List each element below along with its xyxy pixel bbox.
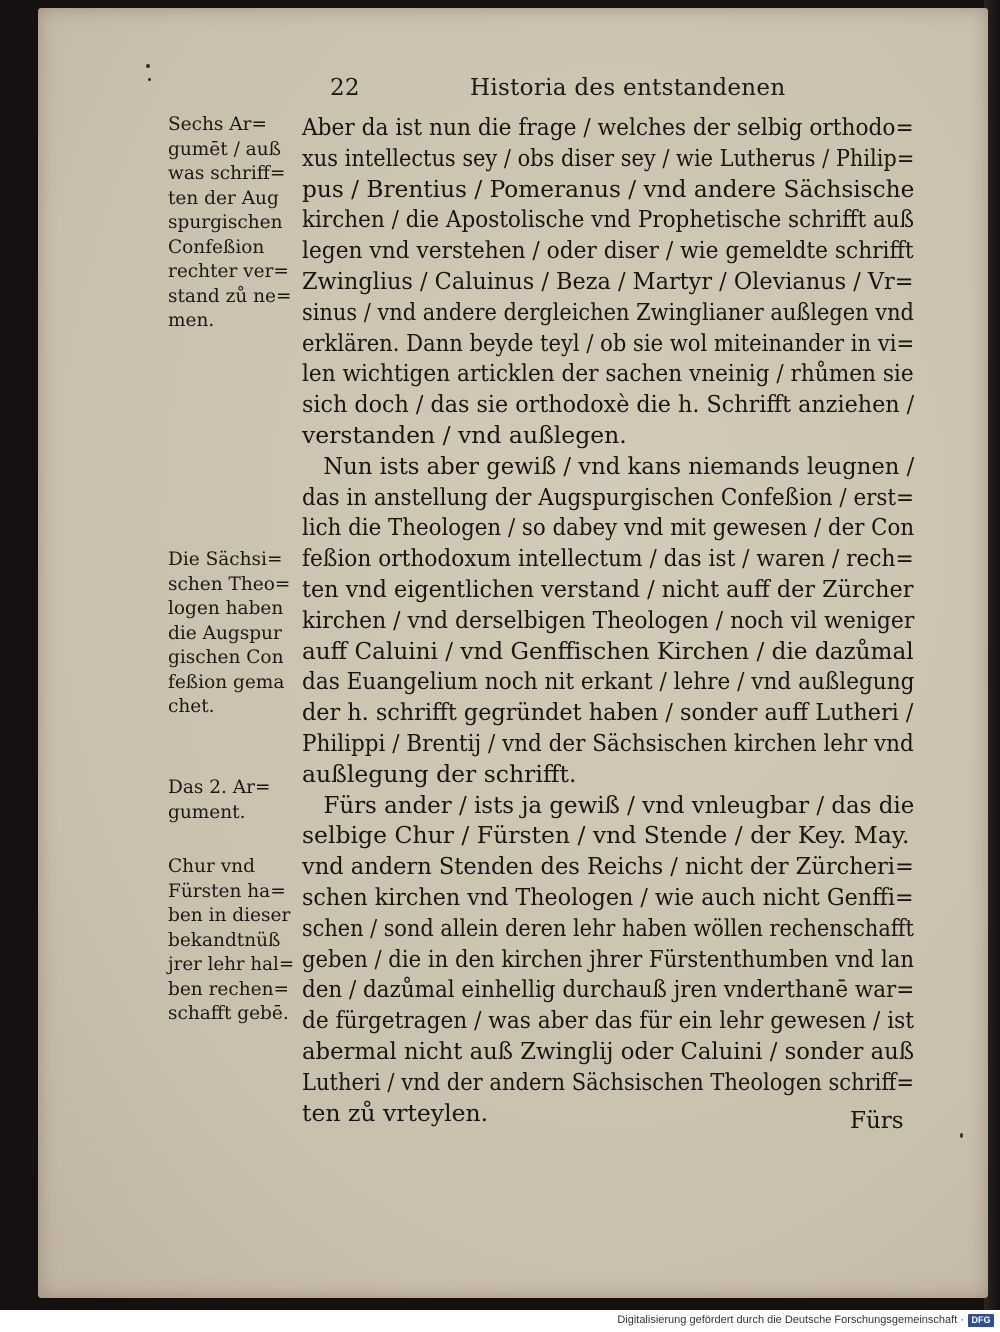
note-line: gischen Con — [168, 647, 284, 668]
note-line: bekandtnüß — [168, 929, 281, 951]
text-line: de fürgetragen / was aber das für ein lehr gewesen / ist — [302, 1006, 914, 1035]
text-line: der h. schrifft gegründet haben / sonder auff Lutheri / — [302, 698, 914, 727]
text-line: Zwinglius / Caluinus / Beza / Martyr / Olevianus / Vr= — [302, 266, 914, 295]
text-line: feßion orthodoxum intellectum / das ist / waren / rech= — [302, 544, 914, 573]
note-line: jrer lehr hal= — [168, 954, 295, 975]
note-line: schen Theo= — [168, 573, 291, 595]
margin-note-princes-account — [168, 855, 296, 1027]
text-line: lich die Theologen / so dabey vnd mit gewesen / der Con — [302, 513, 915, 542]
note-line: schafft gebē. — [168, 1003, 289, 1024]
text-line: selbige Chur / Fürsten / vnd Stende / der Key. May. — [302, 821, 910, 850]
text-line: Fürs ander / ists ja gewiß / vnd vnleugbar / das die — [323, 790, 915, 819]
text-line: len wichtigen articklen der sachen vneinig / rhůmen sie — [302, 359, 914, 388]
note-line: Fürsten ha= — [168, 880, 286, 902]
footer-credit: Digitalisierung gefördert durch die Deutsche Forschungsgemeinschaft · — [617, 1314, 964, 1326]
margin-note-six-arguments — [168, 113, 296, 334]
text-line: pus / Brentius / Pomeranus / vnd andere Sächsische — [302, 174, 915, 203]
dfg-logo-icon: DFG — [968, 1314, 994, 1327]
text-line: xus intellectus sey / obs diser sey / wie Lutherus / Philip= — [302, 143, 915, 172]
text-line: kirchen / vnd derselbigen Theologen / noch vil weniger — [302, 605, 915, 634]
text-line: kirchen / die Apostolische vnd Prophetische schrifft auß — [302, 205, 915, 234]
text-line: das Euangelium noch nit erkant / lehre / vnd außlegung — [302, 667, 915, 696]
note-line: Chur vnd — [168, 856, 255, 877]
note-line: ben in dieser — [168, 905, 291, 926]
text-line: Nun ists aber gewiß / vnd kans niemands leugnen / — [323, 451, 915, 480]
margin-note-second-argument — [168, 776, 296, 825]
text-line: sich doch / das sie orthodoxè die h. Schrifft anziehen / — [302, 390, 915, 419]
note-line: stand zů ne= — [168, 285, 292, 307]
text-line: Philippi / Brentij / vnd der Sächsischen kirchen lehr vnd — [302, 728, 914, 757]
page-number: 22 — [330, 75, 360, 101]
text-line: verstanden / vnd außlegen. — [302, 420, 627, 449]
note-line: gument. — [168, 801, 246, 823]
note-line: ten der Aug — [168, 187, 279, 209]
note-line: feßion gema — [168, 671, 285, 693]
note-line: ben rechen= — [168, 978, 290, 1000]
note-line: Die Sächsi= — [168, 549, 283, 570]
note-line: logen haben — [168, 598, 284, 619]
text-line: ten zů vrteylen. — [302, 1098, 489, 1127]
text-line: vnd andern Stenden des Reichs / nicht der Zürcheri= — [302, 852, 914, 881]
text-line: erklären. Dann beyde teyl / ob sie wol miteinander in vi= — [302, 328, 915, 357]
note-line: men. — [168, 310, 215, 331]
paper-speck — [146, 64, 150, 68]
running-title: Historia des entstandenen — [470, 75, 786, 101]
note-line: Confeßion — [168, 236, 265, 258]
note-line: Sechs Ar= — [168, 114, 267, 135]
paper-speck — [960, 1133, 963, 1138]
text-line: ten vnd eigentlichen verstand / nicht auff der Zürcher — [302, 574, 914, 603]
note-line: die Augspur — [168, 622, 282, 644]
note-line: Das 2. Ar= — [168, 777, 271, 798]
text-line: geben / die in den kirchen jhrer Fürstenthumben vnd lan — [302, 944, 914, 973]
text-line: den / dazůmal einhellig durchauß jren vnderthanē war= — [302, 975, 915, 1004]
text-line: auff Caluini / vnd Genffischen Kirchen / die dazůmal — [302, 636, 914, 665]
text-line: abermal nicht auß Zwinglij oder Caluini / sonder auß — [302, 1036, 915, 1065]
margin-note-saxon-theologians — [168, 548, 296, 720]
note-line: was schriff= — [168, 163, 286, 184]
note-line: rechter ver= — [168, 261, 289, 282]
paper-speck — [148, 78, 151, 81]
text-line: das in anstellung der Augspurgischen Confeßion / erst= — [302, 482, 915, 511]
digitization-footer — [0, 1310, 1000, 1332]
main-text-block — [302, 112, 922, 1128]
text-line: legen vnd verstehen / oder diser / wie gemeldte schrifft — [302, 236, 914, 265]
text-line: schen / sond allein deren lehr haben wöllen rechenschafft — [302, 913, 914, 942]
text-line: außlegung der schrifft. — [302, 759, 577, 788]
text-line: Lutheri / vnd der andern Sächsischen Theologen schriff= — [302, 1067, 914, 1096]
text-line: Aber da ist nun die frage / welches der selbig orthodo= — [302, 113, 914, 141]
catchword: Fürs — [850, 1108, 904, 1134]
note-line: gumēt / auß — [168, 138, 281, 160]
note-line: spurgischen — [168, 212, 283, 233]
note-line: chet. — [168, 696, 215, 717]
text-line: schen kirchen vnd Theologen / wie auch nicht Genffi= — [302, 882, 914, 911]
running-header — [330, 75, 786, 105]
text-line: sinus / vnd andere dergleichen Zwinglianer außlegen vnd — [302, 297, 914, 326]
